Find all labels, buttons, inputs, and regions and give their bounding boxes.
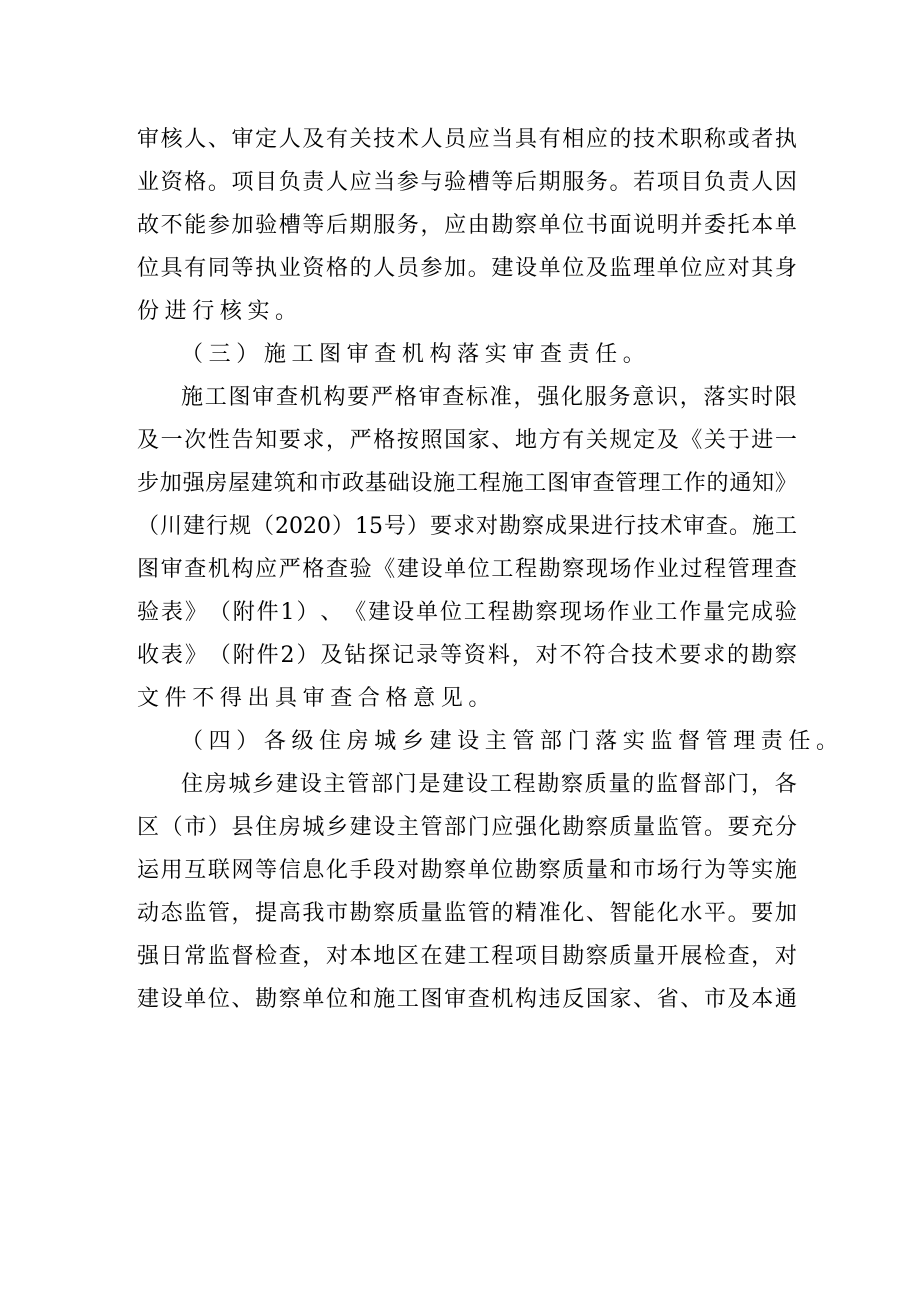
paragraph-line: 业 资 格 。 项 目 负 责 人 应 当 参 与 验 槽 等 后 期 服 务 。 若 项 目 负 责 人 因 — [137, 170, 797, 195]
paragraph-line: 强 日 常 监 督 检 查 ， 对 本 地 区 在 建 工 程 项 目 勘 察 质 量 开 展 检 查 ， 对 — [137, 944, 797, 969]
paragraph-line: 施 工 图 审 查 机 构 要 严 格 审 查 标 准 ， 强 化 服 务 意 识 ， 落 实 时 限 — [181, 385, 797, 410]
paragraph-line: 步 加 强 房 屋 建 筑 和 市 政 基 础 设 施 工 程 施 工 图 审 查 管 理 工 作 的 通 知 》 — [137, 471, 797, 496]
paragraph-line: 运 用 互 联 网 等 信 息 化 手 段 对 勘 察 单 位 勘 察 质 量 和 市 场 行 为 等 实 施 — [137, 858, 797, 883]
paragraph-line: 文 件 不 得 出 具 审 查 合 格 意 见 。 — [137, 686, 491, 711]
paragraph-line: 图 审 查 机 构 应 严 格 查 验 《 建 设 单 位 工 程 勘 察 现 场 作 业 过 程 管 理 查 — [137, 557, 797, 582]
paragraph-line: 份 进 行 核 实 。 — [137, 299, 298, 324]
document-body — [137, 118, 839, 1021]
paragraph-line: 及 一 次 性 告 知 要 求 ， 严 格 按 照 国 家 、 地 方 有 关 规 定 及 《 关 于 进 一 — [137, 428, 797, 453]
paragraph-line: 建 设 单 位 、 勘 察 单 位 和 施 工 图 审 查 机 构 违 反 国 家 、 省 、 市 及 本 通 — [137, 987, 797, 1012]
section-heading: （ 三 ） 施 工 图 审 查 机 构 落 实 审 查 责 任 。 — [181, 342, 645, 367]
section-heading: （ 四 ） 各 级 住 房 城 乡 建 设 主 管 部 门 落 实 监 督 管 理 责 任 。 — [181, 729, 839, 754]
paragraph-line: 验 表 》 （ 附 件 1 ） 、 《 建 设 单 位 工 程 勘 察 现 场 作 业 工 作 量 完 成 验 — [137, 600, 797, 625]
paragraph-line: 故 不 能 参 加 验 槽 等 后 期 服 务 ， 应 由 勘 察 单 位 书 面 说 明 并 委 托 本 单 — [137, 213, 797, 238]
paragraph-line: （ 川 建 行 规 （ 2020 ） 15 号 ） 要 求 对 勘 察 成 果 进 行 技 术 审 查 。 施 工 — [137, 514, 797, 539]
paragraph-line: 区 （ 市 ） 县 住 房 城 乡 建 设 主 管 部 门 应 强 化 勘 察 质 量 监 管 。 要 充 分 — [137, 815, 797, 840]
paragraph-line: 审 核 人 、 审 定 人 及 有 关 技 术 人 员 应 当 具 有 相 应 的 技 术 职 称 或 者 执 — [137, 127, 797, 152]
paragraph-line: 位 具 有 同 等 执 业 资 格 的 人 员 参 加 。 建 设 单 位 及 监 理 单 位 应 对 其 身 — [137, 256, 797, 281]
paragraph-line: 住 房 城 乡 建 设 主 管 部 门 是 建 设 工 程 勘 察 质 量 的 监 督 部 门 ， 各 — [181, 772, 797, 797]
paragraph-line: 动 态 监 管 ， 提 高 我 市 勘 察 质 量 监 管 的 精 准 化 、 智 能 化 水 平 。 要 加 — [137, 901, 797, 926]
paragraph-line: 收 表 》 （ 附 件 2 ） 及 钻 探 记 录 等 资 料 ， 对 不 符 合 技 术 要 求 的 勘 察 — [137, 643, 797, 668]
